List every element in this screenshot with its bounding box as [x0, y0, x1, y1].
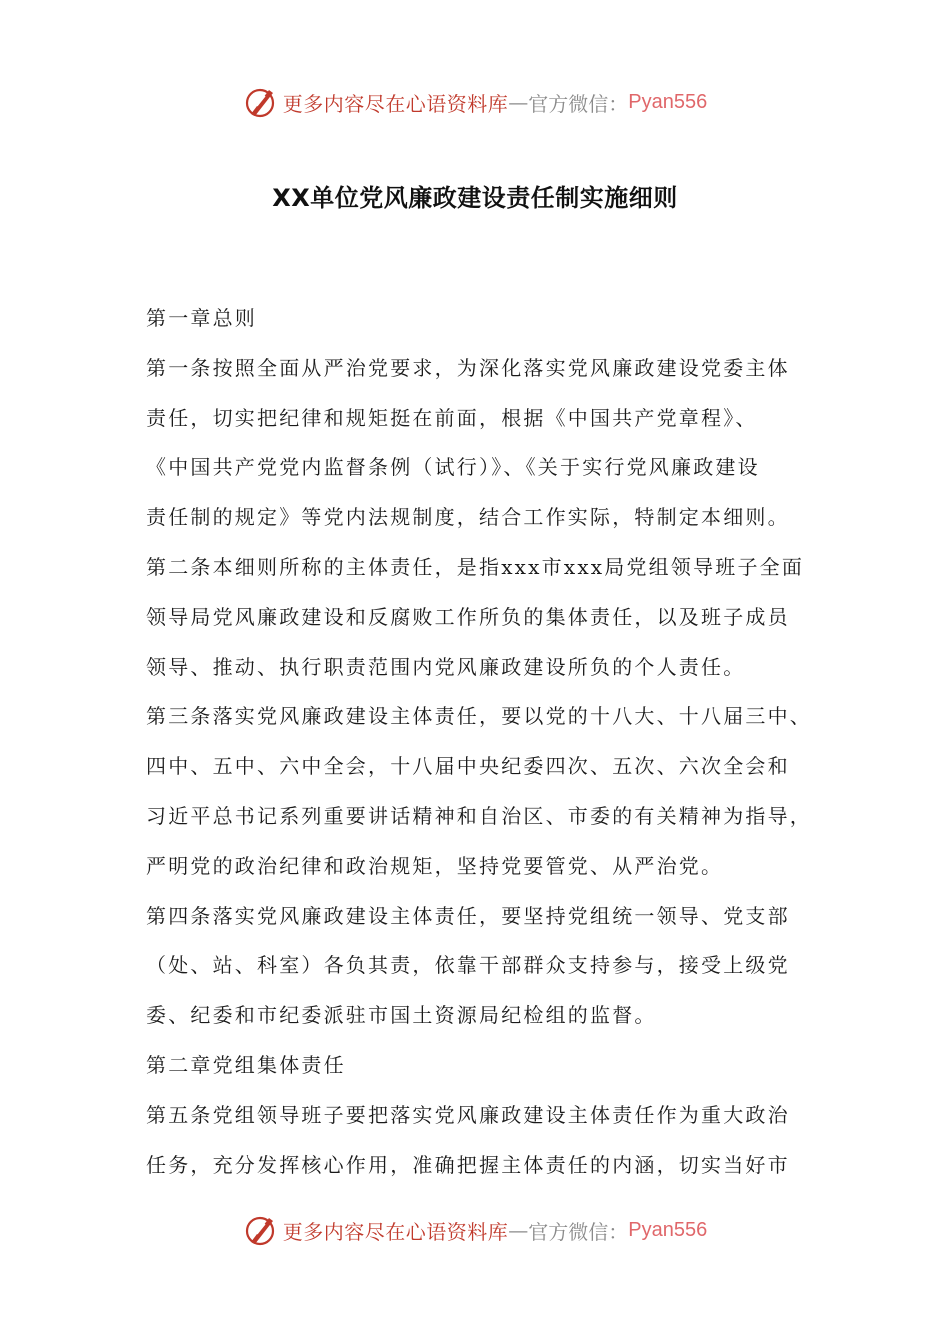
banner-main-text: 更多内容尽在心语资料库 — [282, 91, 509, 116]
body-line: 任务，充分发挥核心作用，准确把握主体责任的内涵，切实当好市 — [146, 1152, 790, 1177]
banner-wechat-id: Pyan556 — [628, 1218, 708, 1241]
chapter-heading: 第二章党组集体责任 — [146, 1052, 346, 1077]
body-line: 第四条落实党风廉政建设主体责任，要坚持党组统一领导、党支部 — [146, 903, 790, 928]
banner-main-text: 更多内容尽在心语资料库 — [282, 1219, 509, 1244]
body-line: 责任，切实把纪律和规矩挺在前面，根据《中国共产党章程》、 — [146, 405, 758, 430]
banner-label: 官方微信： — [528, 1219, 629, 1244]
body-line: 《中国共产党党内监督条例（试行）》、《关于实行党风廉政建设 — [146, 455, 760, 480]
chapter-heading: 第一章总则 — [146, 306, 257, 330]
banner-separator: — — [508, 90, 529, 114]
footer-watermark-banner — [0, 1208, 950, 1252]
body-line: 责任制的规定》等党内法规制度，结合工作实际，特制定本细则。 — [146, 505, 790, 530]
body-line: 第一条按照全面从严治党要求，为深化落实党风廉政建设党委主体 — [146, 355, 790, 380]
body-line: 习近平总书记系列重要讲话精神和自治区、市委的有关精神为指导， — [146, 803, 812, 828]
body-line: 严明党的政治纪律和政治规矩，坚持党要管党、从严治党。 — [146, 853, 724, 878]
body-line: 第三条落实党风廉政建设主体责任，要以党的十八大、十八届三中、 — [146, 704, 812, 729]
banner-separator: — — [508, 1218, 529, 1242]
document-body — [146, 298, 826, 1194]
quill-logo-icon — [243, 84, 279, 120]
body-line: 四中、五中、六中全会，十八届中央纪委四次、五次、六次全会和 — [146, 754, 790, 779]
body-line: 第二条本细则所称的主体责任，是指xxx市xxx局党组领导班子全面 — [146, 554, 805, 579]
body-line: 委、纪委和市纪委派驻市国土资源局纪检组的监督。 — [146, 1003, 657, 1028]
banner-wechat-id: Pyan556 — [628, 90, 708, 113]
body-line: 第五条党组领导班子要把落实党风廉政建设主体责任作为重大政治 — [146, 1102, 790, 1127]
quill-logo-icon — [243, 1212, 279, 1248]
body-line: （处、站、科室）各负其责，依靠干部群众支持参与，接受上级党 — [146, 953, 790, 978]
body-line: 领导局党风廉政建设和反腐败工作所负的集体责任，以及班子成员 — [146, 604, 790, 629]
body-line: 领导、推动、执行职责范围内党风廉政建设所负的个人责任。 — [146, 654, 746, 679]
header-watermark-banner — [0, 80, 950, 124]
document-title: XX单位党风廉政建设责任制实施细则 — [272, 184, 678, 212]
banner-label: 官方微信： — [528, 91, 629, 116]
